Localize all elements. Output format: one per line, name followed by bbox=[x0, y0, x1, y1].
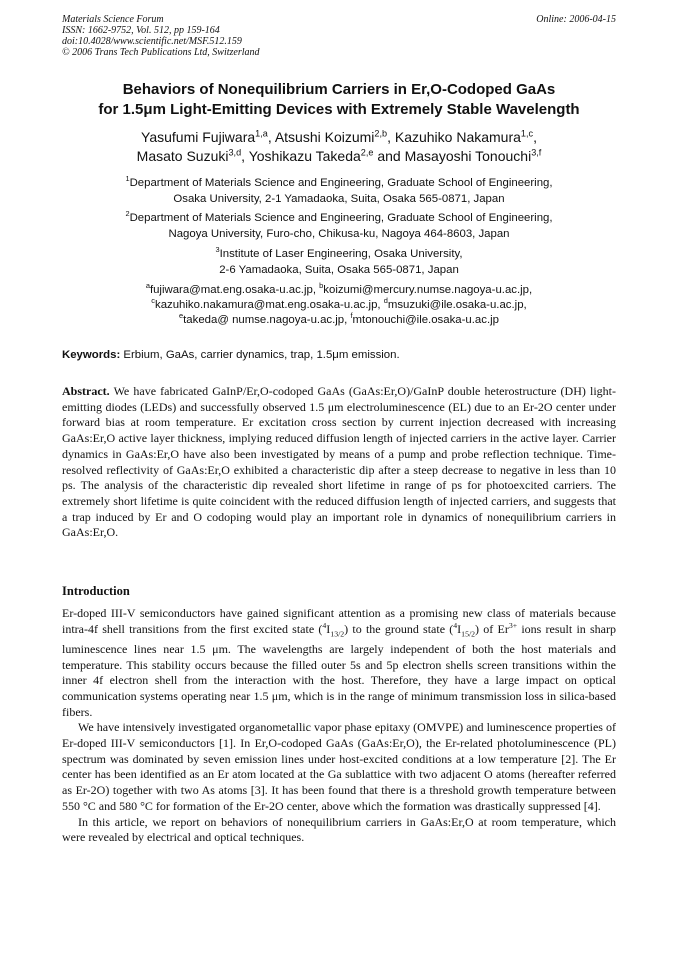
online-date: Online: 2006-04-15 bbox=[536, 14, 616, 25]
intro-text: Er-doped III-V semiconductors have gained significant attention as a promising new class of materials because intra-4f shell transitions from the first excited state ( bbox=[62, 606, 616, 636]
affiliation-line: Osaka University, 2-1 Yamadaoka, Suita, Osaka 565-0871, Japan bbox=[173, 193, 505, 205]
doi-line: doi:10.4028/www.scientific.net/MSF.512.159 bbox=[62, 36, 242, 47]
affiliation-2 bbox=[40, 210, 638, 242]
email-address[interactable]: koizumi@mercury.numse.nagoya-u.ac.jp, bbox=[323, 284, 533, 296]
term-symbol: I bbox=[457, 621, 462, 636]
affiliation-line: Nagoya University, Furo-cho, Chikusa-ku, Nagoya 464-8603, Japan bbox=[168, 228, 510, 240]
term-sub: 13/2 bbox=[330, 629, 345, 639]
author-conjunction: and bbox=[377, 148, 401, 164]
keywords bbox=[62, 349, 616, 361]
intro-paragraph-1 bbox=[62, 606, 616, 720]
email-sup: e bbox=[179, 311, 184, 321]
page-header bbox=[62, 14, 616, 58]
affiliation-1 bbox=[40, 175, 638, 207]
term-sub: 15/2 bbox=[461, 629, 476, 639]
intro-text: ) to the ground state ( bbox=[344, 621, 454, 636]
affiliation-sup: 1 bbox=[125, 174, 130, 184]
email-address[interactable]: fujiwara@mat.eng.osaka-u.ac.jp, bbox=[149, 284, 316, 296]
intro-text: ) of Er bbox=[475, 621, 509, 636]
keywords-label: Keywords: bbox=[62, 349, 121, 361]
author-affil-sup: 1,a bbox=[255, 128, 268, 139]
abstract bbox=[62, 384, 616, 541]
author-name: Masato Suzuki bbox=[136, 148, 229, 164]
term-sup: 4 bbox=[453, 620, 458, 630]
keywords-text: Erbium, GaAs, carrier dynamics, trap, 1.5μm emission. bbox=[123, 349, 400, 361]
email-list bbox=[40, 283, 638, 328]
intro-text: ions result in sharp luminescence lines near 1.5 μm. The wavelengths are largely independent of both the host materials and temperature. This stability occurs because the filled outer 5s and 5p electron shells screen transitions within the inner 4f electron shell from the interaction with the host. Therefore, they have a large impact on optical communication systems operating near 1.5 μm, which is in the range of minimum transmission loss in silica-based fibers. bbox=[62, 621, 616, 719]
ion-charge-sup: 3+ bbox=[508, 620, 518, 630]
affiliation-3 bbox=[40, 246, 638, 278]
intro-paragraph-3: In this article, we report on behaviors of nonequilibrium carriers in GaAs:Er,O at room temperature, which were revealed by electrical and optical techniques. bbox=[62, 814, 616, 845]
affiliation-line: Department of Materials Science and Engineering, Graduate School of Engineering, bbox=[129, 177, 553, 189]
author-list: Yasufumi Fujiwara$^{1,a}$, Atsushi Koizumi$^{2,b}$, Kazuhiko Nakamura$^{1,c}$, Masato Suzuki$^{3,d}$, Yoshikazu Takeda$^{2,e}$ and Masayoshi Tonouchi$^{3,f}$ bbox=[136, 128, 542, 164]
introduction-body bbox=[62, 606, 616, 846]
term-sup: 4 bbox=[322, 620, 327, 630]
email-sup: c bbox=[151, 296, 155, 306]
affiliation-line: 2-6 Yamadaoka, Suita, Osaka 565-0871, Japan bbox=[219, 264, 459, 276]
intro-paragraph-2: We have intensively investigated organometallic vapor phase epitaxy (OMVPE) and luminescence properties of Er-doped III-V semiconductors [1]. In Er,O-codoped GaAs (GaAs:Er,O), the Er-related photoluminescence (PL) spectrum was dominated by seven emission lines under host-excited conditions at a low temperature [2]. The Er center has been identified as an Er atom located at the Ga sublattice with two adjacent O atoms (hereafter referred as Er-2O) together with two As atoms [3]. It has been found that there is a threshold growth temperature between 550 °C and 580 °C for formation of the Er-2O center, above which the formation was drastically suppressed [4]. bbox=[62, 720, 616, 813]
email-address[interactable]: kazuhiko.nakamura@mat.eng.osaka-u.ac.jp, bbox=[155, 299, 381, 311]
email-sup: d bbox=[383, 296, 388, 306]
email-address[interactable]: msuzuki@ile.osaka-u.ac.jp, bbox=[387, 299, 527, 311]
author-affil-sup: 2,e bbox=[360, 147, 374, 158]
affiliation-sup: 3 bbox=[215, 245, 220, 255]
term-symbol: I bbox=[326, 621, 331, 636]
affiliation-sup: 2 bbox=[125, 209, 130, 219]
issn-line: ISSN: 1662-9752, Vol. 512, pp 159-164 bbox=[62, 25, 220, 36]
author-name: Yasufumi Fujiwara bbox=[141, 129, 256, 145]
author-affil-sup: 2,b bbox=[374, 128, 388, 139]
author-affil-sup: 1,c bbox=[520, 128, 534, 139]
affiliation-line: Institute of Laser Engineering, Osaka University, bbox=[219, 248, 463, 260]
email-sup: f bbox=[350, 311, 353, 321]
email-address[interactable]: takeda@ numse.nagoya-u.ac.jp, bbox=[183, 314, 348, 326]
author-affil-sup: 3,d bbox=[228, 147, 242, 158]
paper-title bbox=[40, 80, 638, 120]
affiliation-line: Department of Materials Science and Engineering, Graduate School of Engineering, bbox=[129, 212, 553, 224]
title-line-1: Behaviors of Nonequilibrium Carriers in Er,O-Codoped GaAs bbox=[122, 81, 556, 98]
email-address[interactable]: mtonouchi@ile.osaka-u.ac.jp bbox=[352, 314, 499, 326]
title-line-2: for 1.5μm Light-Emitting Devices with Extremely Stable Wavelength bbox=[98, 101, 580, 118]
author-name: Kazuhiko Nakamura bbox=[394, 129, 521, 145]
email-sup: a bbox=[145, 281, 150, 291]
author-name: Atsushi Koizumi bbox=[274, 129, 375, 145]
abstract-text: We have fabricated GaInP/Er,O-codoped GaAs (GaAs:Er,O)/GaInP double heterostructure (DH) light-emitting diodes (LEDs) and successfully observed 1.5 μm electroluminescence (EL) due to an Er-2O center under forward bias at room temperature. Er excitation cross section by current injection decreased with increasing GaAs:Er,O active layer thickness, implying reduced diffusion length of injected carriers in the active layer. Carrier dynamics in GaAs:Er,O have also been investigated by means of a pump and probe reflection technique. Time-resolved reflectivity of GaAs:Er,O exhibited a characteristic dip after a steep decrease to negative in less than 10 ps. The analysis of the characteristic dip revealed short lifetime in range of ps for photoexcited carriers. The extremely short lifetime is quite coincident with the reduced diffusion length of injected carriers, and suggests that a trap induced by Er and O codoping would play an important role in dynamics of nonequilibrium carriers in GaAs:Er,O. bbox=[62, 384, 616, 540]
email-sup: b bbox=[319, 281, 324, 291]
copyright-line: © 2006 Trans Tech Publications Ltd, Switzerland bbox=[62, 47, 260, 58]
author-affil-sup: 3,f bbox=[531, 147, 542, 158]
journal-name: Materials Science Forum bbox=[62, 14, 164, 25]
author-name: Yoshikazu Takeda bbox=[248, 148, 361, 164]
abstract-label: Abstract. bbox=[62, 384, 110, 398]
author-name: Masayoshi Tonouchi bbox=[404, 148, 532, 164]
introduction-heading: Introduction bbox=[62, 584, 130, 598]
